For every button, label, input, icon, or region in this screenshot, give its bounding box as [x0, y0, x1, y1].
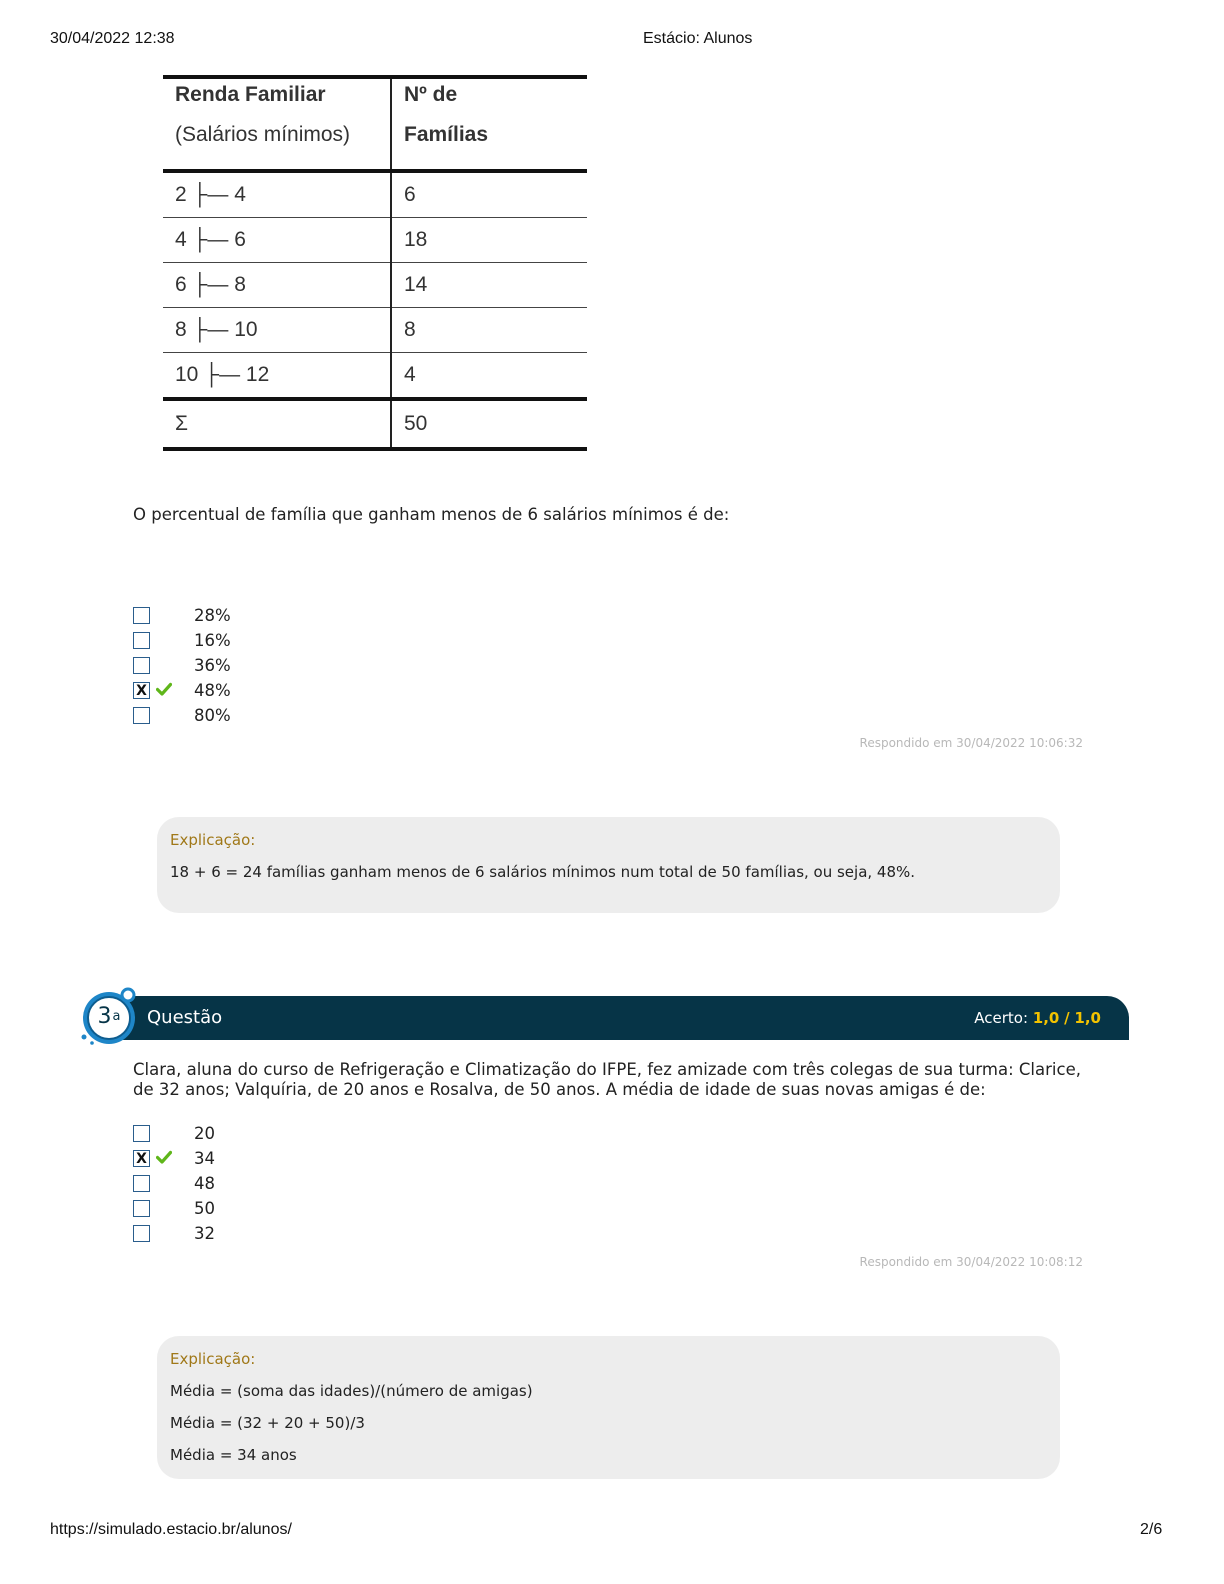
- question-score: [974, 1009, 1101, 1027]
- checkbox-icon[interactable]: [133, 1225, 150, 1242]
- option-label: 16%: [194, 631, 231, 650]
- table-row: [163, 263, 587, 308]
- question-title: Questão: [147, 1007, 223, 1028]
- table-sum-value: 50: [391, 399, 587, 449]
- option-label: 20: [194, 1124, 215, 1143]
- explanation-line: Média = (32 + 20 + 50)/3: [170, 1414, 365, 1432]
- table-header-income: [163, 77, 391, 171]
- question-number-ordinal: a: [112, 1008, 121, 1024]
- table-header-families: [391, 77, 587, 171]
- print-date: 30/04/2022 12:38: [50, 30, 175, 47]
- table-cell-range: 4 ├— 6: [163, 218, 391, 263]
- table-cell-count: 14: [391, 263, 587, 308]
- option-item[interactable]: [133, 628, 231, 653]
- check-icon: [156, 681, 172, 697]
- checkbox-icon[interactable]: [133, 1200, 150, 1217]
- option-label: 48: [194, 1174, 215, 1193]
- option-label: 32: [194, 1224, 215, 1243]
- explanation-line: Média = 34 anos: [170, 1446, 297, 1464]
- option-item[interactable]: [133, 703, 231, 728]
- option-item[interactable]: [133, 1171, 215, 1196]
- option-item[interactable]: [133, 653, 231, 678]
- table-cell-range: 8 ├— 10: [163, 308, 391, 353]
- table-cell-range: 10 ├— 12: [163, 353, 391, 400]
- option-item-selected[interactable]: [133, 678, 231, 703]
- explanation-line: Média = (soma das idades)/(número de amigas): [170, 1382, 533, 1400]
- question-number: [80, 987, 138, 1045]
- table-row: [163, 353, 587, 400]
- question-3-explanation: [157, 1336, 1060, 1479]
- checkbox-checked-icon[interactable]: X: [133, 1150, 150, 1167]
- table-header-income-line2: (Salários mínimos): [175, 123, 351, 146]
- table-row: [163, 171, 587, 218]
- question-2-options: [133, 603, 231, 728]
- checkbox-icon[interactable]: [133, 657, 150, 674]
- print-url: https://simulado.estacio.br/alunos/: [50, 1521, 292, 1538]
- explanation-title: Explicação:: [170, 831, 256, 849]
- table-cell-count: 4: [391, 353, 587, 400]
- question-2-text: O percentual de família que ganham menos de 6 salários mínimos é de:: [133, 505, 730, 524]
- option-label: 48%: [194, 681, 231, 700]
- table-header-families-line1: Nº de: [404, 83, 458, 106]
- checkbox-icon[interactable]: [133, 632, 150, 649]
- checkbox-icon[interactable]: [133, 1175, 150, 1192]
- table-header-income-line1: Renda Familiar: [175, 83, 326, 106]
- question-3-text: Clara, aluna do curso de Refrigeração e Climatização do IFPE, fez amizade com três colegas de sua turma: Clarice, de 32 anos; Valquíria, de 20 anos e Rosalva, de 50 anos. A média de idade de suas novas amigas é de:: [133, 1060, 1081, 1099]
- option-item[interactable]: [133, 1196, 215, 1221]
- check-icon: [156, 1149, 172, 1165]
- table-sum-row: [163, 399, 587, 449]
- question-3-header: [95, 996, 1129, 1040]
- score-value: 1,0: [1032, 1009, 1060, 1027]
- table-row: [163, 218, 587, 263]
- table-sum-label: Σ: [163, 399, 391, 449]
- option-label: 50: [194, 1199, 215, 1218]
- checkbox-icon[interactable]: [133, 707, 150, 724]
- checkbox-checked-icon[interactable]: X: [133, 682, 150, 699]
- option-item[interactable]: [133, 1121, 215, 1146]
- checkbox-icon[interactable]: [133, 1125, 150, 1142]
- option-item[interactable]: [133, 603, 231, 628]
- table-row: [163, 308, 587, 353]
- table-cell-range: 6 ├— 8: [163, 263, 391, 308]
- question-2-explanation: [157, 817, 1060, 913]
- question-3-options: [133, 1121, 215, 1246]
- option-label: 34: [194, 1149, 215, 1168]
- frequency-table: [163, 75, 587, 451]
- option-item[interactable]: [133, 1221, 215, 1246]
- table-header-families-line2: Famílias: [404, 123, 489, 146]
- print-title: Estácio: Alunos: [643, 30, 753, 47]
- table-cell-count: 6: [391, 171, 587, 218]
- explanation-title: Explicação:: [170, 1350, 256, 1368]
- option-label: 80%: [194, 706, 231, 725]
- question-2-answered-time: Respondido em 30/04/2022 10:06:32: [859, 736, 1083, 750]
- table-cell-count: 18: [391, 218, 587, 263]
- score-separator: /: [1064, 1009, 1070, 1027]
- table-cell-count: 8: [391, 308, 587, 353]
- table-cell-range: 2 ├— 4: [163, 171, 391, 218]
- explanation-line: 18 + 6 = 24 famílias ganham menos de 6 salários mínimos num total de 50 famílias, ou seja, 48%.: [170, 863, 916, 881]
- option-label: 36%: [194, 656, 231, 675]
- question-3-answered-time: Respondido em 30/04/2022 10:08:12: [859, 1255, 1083, 1269]
- option-item-selected[interactable]: [133, 1146, 215, 1171]
- score-total: 1,0: [1074, 1009, 1101, 1027]
- score-label: Acerto:: [974, 1009, 1029, 1027]
- checkbox-icon[interactable]: [133, 607, 150, 624]
- option-label: 28%: [194, 606, 231, 625]
- print-page-number: 2/6: [1140, 1521, 1163, 1538]
- question-number-value: 3: [97, 1003, 112, 1029]
